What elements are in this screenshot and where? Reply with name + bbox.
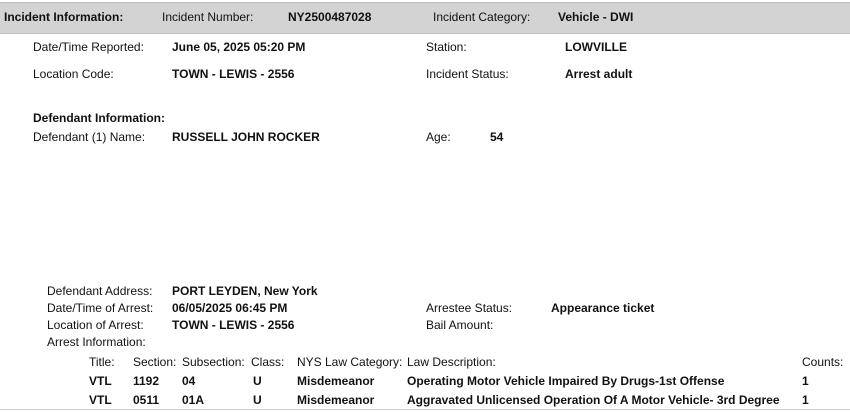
incident-number-value: NY2500487028 <box>288 10 372 24</box>
charge-counts: 1 <box>802 374 809 388</box>
col-category-header: NYS Law Category: <box>297 355 403 369</box>
defendant-info-heading: Defendant Information: <box>33 111 165 125</box>
defendant-name-label: Defendant (1) Name: <box>33 130 146 144</box>
col-subsection-header: Subsection: <box>182 355 245 369</box>
incident-category-value: Vehicle - DWI <box>558 10 634 24</box>
col-counts-header: Counts: <box>802 355 844 369</box>
charge-class: U <box>253 374 262 388</box>
col-title-header: Title: <box>89 355 115 369</box>
charge-counts: 1 <box>802 393 809 407</box>
col-section-header: Section: <box>133 355 177 369</box>
arrest-time-value: 06/05/2025 06:45 PM <box>172 301 288 315</box>
defendant-name-value: RUSSELL JOHN ROCKER <box>172 130 320 144</box>
location-code-label: Location Code: <box>33 67 114 81</box>
date-reported-value: June 05, 2025 05:20 PM <box>172 40 306 54</box>
charge-subsection: 01A <box>182 393 205 407</box>
defendant-address-value: PORT LEYDEN, New York <box>172 284 318 298</box>
charge-class: U <box>253 393 262 407</box>
charge-section: 1192 <box>133 374 160 388</box>
charge-title: VTL <box>89 393 112 407</box>
incident-number-label: Incident Number: <box>162 10 254 24</box>
charge-description: Operating Motor Vehicle Impaired By Drugs-1st Offense <box>407 374 725 388</box>
age-label: Age: <box>426 130 451 144</box>
arrest-time-label: Date/Time of Arrest: <box>47 301 154 315</box>
arrest-info-label: Arrest Information: <box>47 335 146 349</box>
arrestee-status-label: Arrestee Status: <box>426 301 513 315</box>
arrest-location-label: Location of Arrest: <box>47 318 144 332</box>
bail-amount-label: Bail Amount: <box>426 318 494 332</box>
incident-info-heading: Incident Information: <box>4 10 124 24</box>
arrest-location-value: TOWN - LEWIS - 2556 <box>172 318 295 332</box>
arrestee-status-value: Appearance ticket <box>551 301 655 315</box>
charge-title: VTL <box>89 374 112 388</box>
charge-category: Misdemeanor <box>297 374 375 388</box>
station-label: Station: <box>426 40 467 54</box>
age-value: 54 <box>490 130 504 144</box>
charge-description: Aggravated Unlicensed Operation Of A Motor Vehicle- 3rd Degree <box>407 393 780 407</box>
station-value: LOWVILLE <box>565 40 627 54</box>
charge-subsection: 04 <box>182 374 196 388</box>
charge-category: Misdemeanor <box>297 393 375 407</box>
date-reported-label: Date/Time Reported: <box>33 40 144 54</box>
incident-header-band <box>0 2 850 34</box>
incident-category-label: Incident Category: <box>433 10 531 24</box>
bottom-divider <box>0 409 850 410</box>
charge-section: 0511 <box>133 393 160 407</box>
col-class-header: Class: <box>251 355 285 369</box>
location-code-value: TOWN - LEWIS - 2556 <box>172 67 295 81</box>
col-description-header: Law Description: <box>407 355 496 369</box>
incident-status-label: Incident Status: <box>426 67 509 81</box>
incident-status-value: Arrest adult <box>565 67 633 81</box>
defendant-address-label: Defendant Address: <box>47 284 153 298</box>
